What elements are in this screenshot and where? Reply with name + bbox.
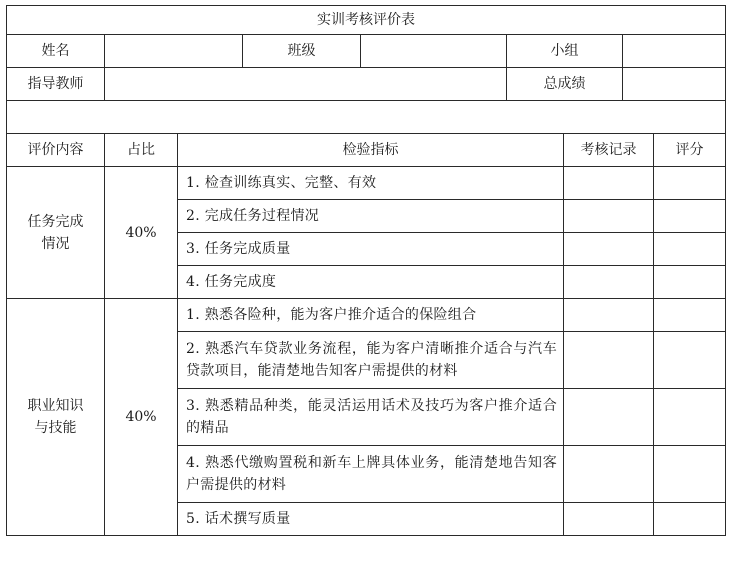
section-name	[7, 167, 105, 299]
indicator-cell	[178, 167, 564, 200]
indicator-cell	[178, 266, 564, 299]
score-cell[interactable]	[654, 266, 726, 299]
indicator-text: 4. 任务完成度	[186, 274, 277, 290]
score-cell[interactable]	[654, 167, 726, 200]
record-cell[interactable]	[564, 389, 654, 446]
teacher-value-cell[interactable]	[105, 68, 507, 101]
header-ratio: 占比	[105, 134, 178, 167]
score-cell[interactable]	[654, 299, 726, 332]
indicator-text: 2. 熟悉汽车贷款业务流程，能为客户清晰推介适合与汽车贷款项目，能清楚地告知客户需提供的材料	[186, 341, 557, 379]
header-score: 评分	[654, 134, 726, 167]
indicator-cell	[178, 299, 564, 332]
total-score-value-cell[interactable]	[623, 68, 726, 101]
header-indicator: 检验指标	[178, 134, 564, 167]
section-name-line1: 任务完成	[27, 213, 84, 230]
record-cell[interactable]	[564, 446, 654, 503]
score-cell[interactable]	[654, 389, 726, 446]
score-cell[interactable]	[654, 446, 726, 503]
header-content: 评价内容	[7, 134, 105, 167]
header-record: 考核记录	[564, 134, 654, 167]
record-cell[interactable]	[564, 233, 654, 266]
record-cell[interactable]	[564, 200, 654, 233]
teacher-label: 指导教师	[7, 68, 105, 101]
class-value-cell[interactable]	[361, 35, 507, 68]
score-cell[interactable]	[654, 200, 726, 233]
form-title: 实训考核评价表	[7, 6, 726, 35]
evaluation-form	[6, 5, 725, 536]
info-row-2	[7, 68, 726, 101]
section-ratio: 40%	[105, 167, 178, 299]
name-label: 姓名	[7, 35, 105, 68]
section-name	[7, 299, 105, 536]
score-cell[interactable]	[654, 332, 726, 389]
score-cell[interactable]	[654, 503, 726, 536]
class-label: 班级	[243, 35, 361, 68]
spacer-cell	[7, 101, 726, 134]
indicator-cell	[178, 200, 564, 233]
title-row	[7, 6, 726, 35]
record-cell[interactable]	[564, 266, 654, 299]
column-header-row	[7, 134, 726, 167]
indicator-row	[7, 167, 726, 200]
group-value-cell[interactable]	[623, 35, 726, 68]
record-cell[interactable]	[564, 299, 654, 332]
name-value-cell[interactable]	[105, 35, 243, 68]
indicator-text: 3. 任务完成质量	[186, 241, 291, 257]
record-cell[interactable]	[564, 167, 654, 200]
record-cell[interactable]	[564, 503, 654, 536]
indicator-text: 2. 完成任务过程情况	[186, 208, 320, 224]
indicator-text: 4. 熟悉代缴购置税和新车上牌具体业务，能清楚地告知客户需提供的材料	[186, 455, 557, 493]
section-name-line2: 情况	[41, 235, 70, 252]
group-label: 小组	[507, 35, 623, 68]
section-ratio: 40%	[105, 299, 178, 536]
section-name-line2: 与技能	[34, 420, 77, 436]
info-row-1	[7, 35, 726, 68]
indicator-text: 3. 熟悉精品种类，能灵活运用话术及技巧为客户推介适合的精品	[186, 398, 557, 436]
indicator-cell	[178, 446, 564, 503]
score-cell[interactable]	[654, 233, 726, 266]
record-cell[interactable]	[564, 332, 654, 389]
section-name-line1: 职业知识	[27, 398, 84, 414]
indicator-cell	[178, 503, 564, 536]
indicator-cell	[178, 389, 564, 446]
total-score-label: 总成绩	[507, 68, 623, 101]
indicator-cell	[178, 233, 564, 266]
indicator-cell	[178, 332, 564, 389]
indicator-text: 5. 话术撰写质量	[186, 511, 291, 527]
indicator-text: 1. 检查训练真实、完整、有效	[186, 175, 377, 191]
evaluation-table	[6, 5, 726, 536]
spacer-row	[7, 101, 726, 134]
indicator-text: 1. 熟悉各险种，能为客户推介适合的保险组合	[186, 307, 477, 323]
indicator-row	[7, 299, 726, 332]
